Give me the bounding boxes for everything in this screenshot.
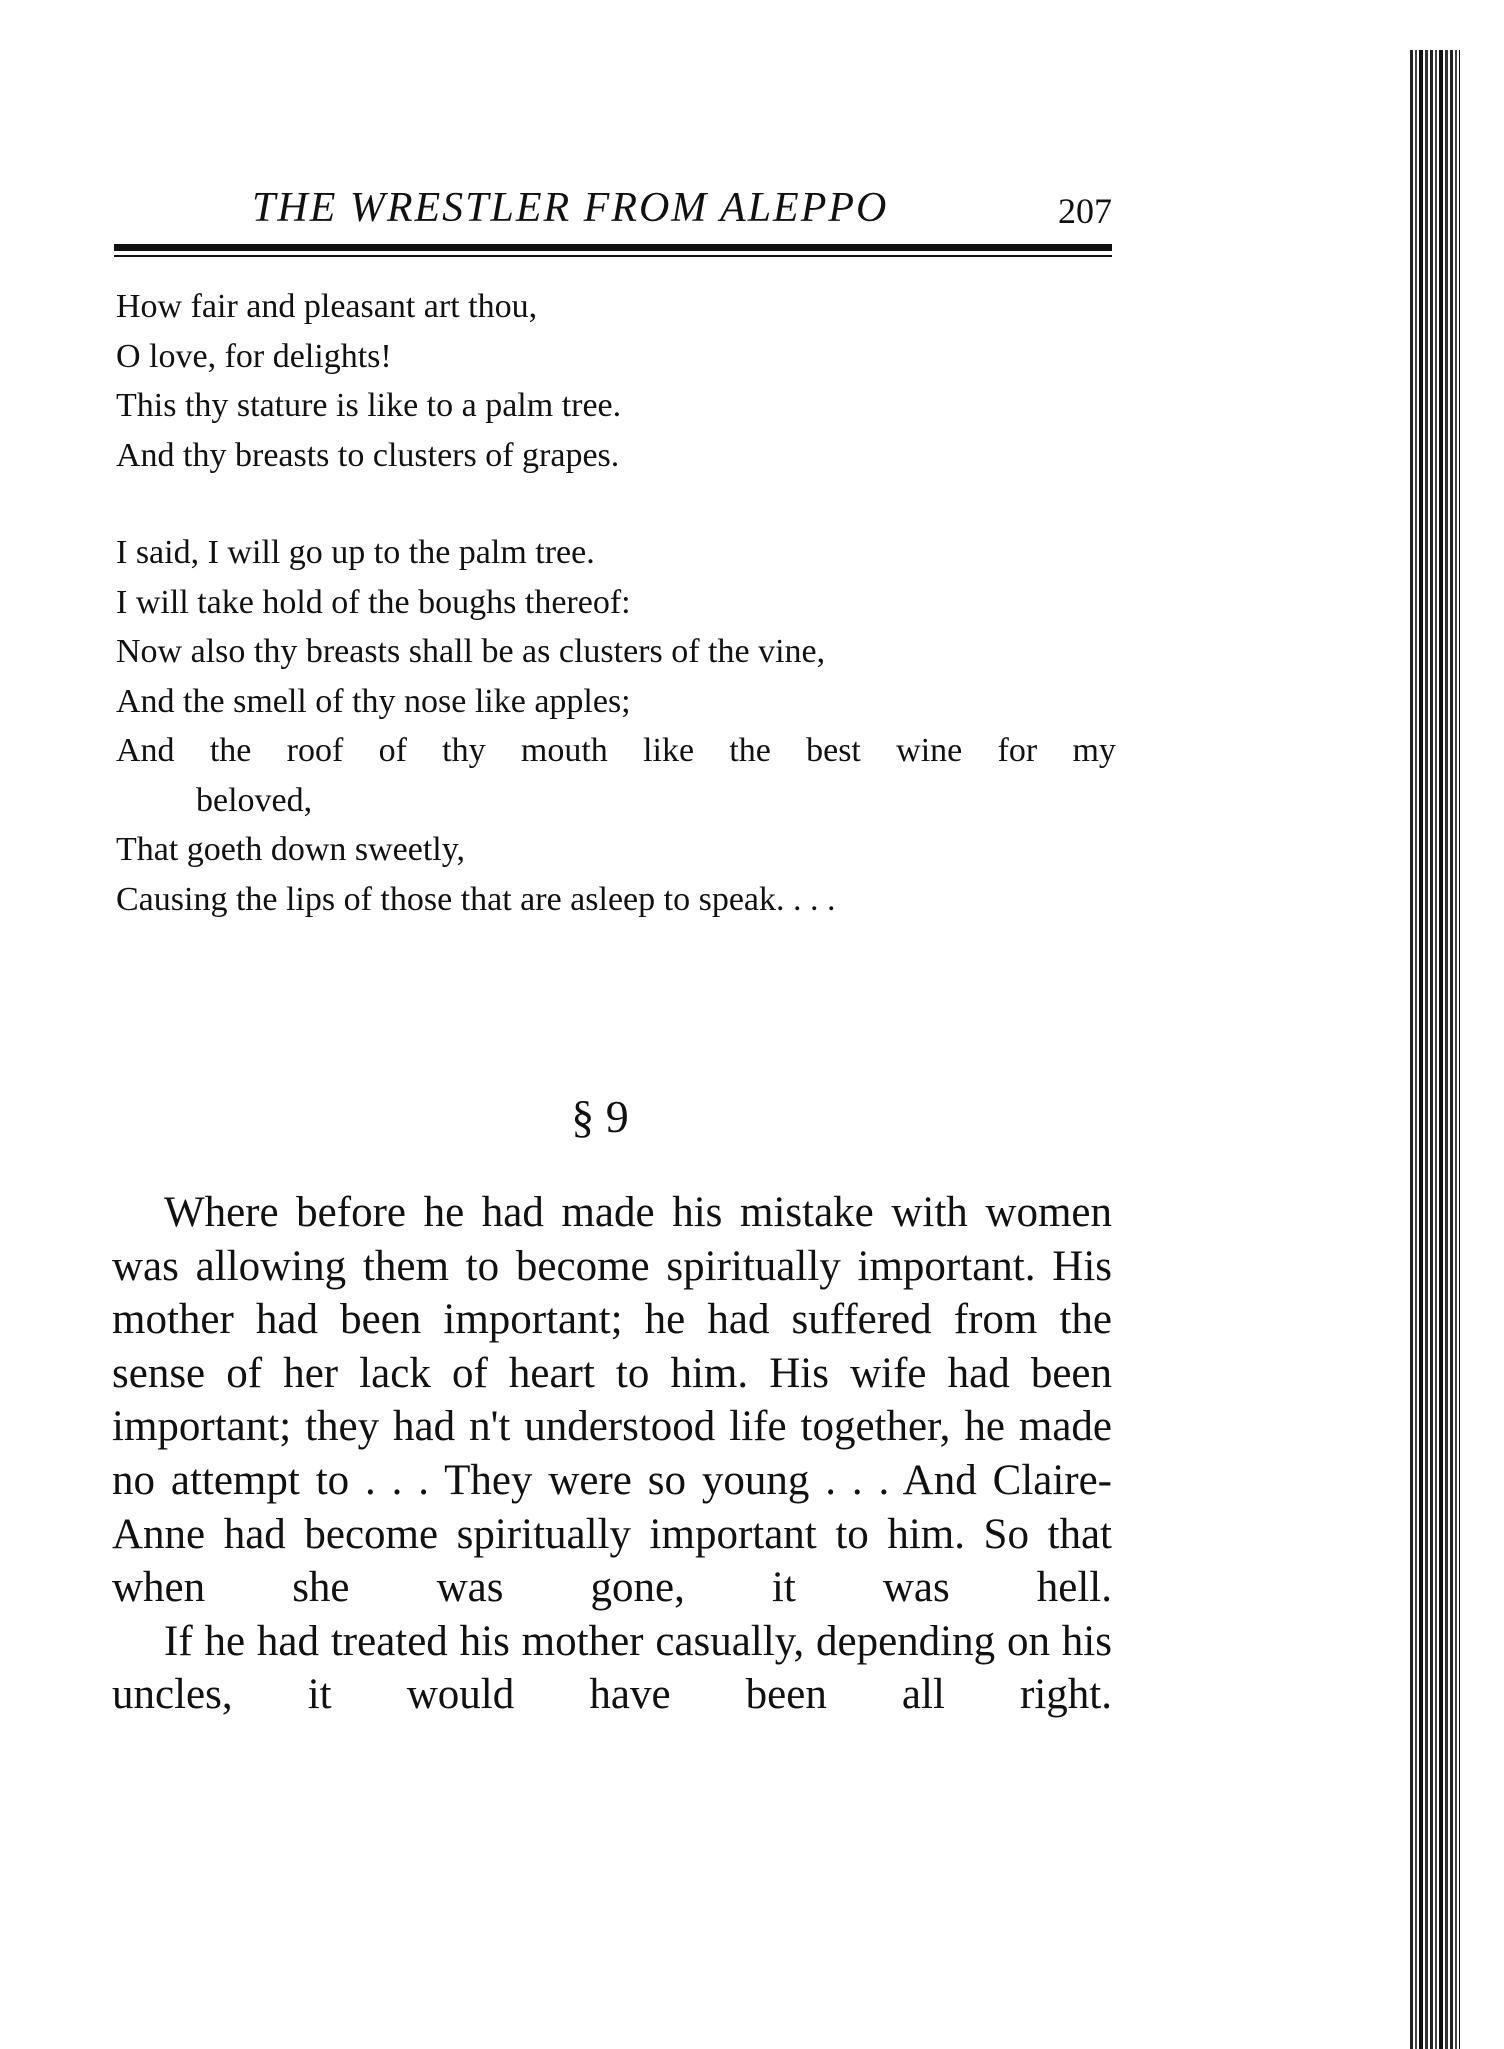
verse-word: of	[378, 732, 407, 769]
verse-line: That goeth down sweetly,	[116, 831, 466, 868]
verse-word: the	[729, 732, 771, 769]
verse-word: roof	[286, 732, 344, 769]
book-gutter-shadow	[1410, 50, 1460, 2049]
verse-line: Causing the lips of those that are asleep to speak. . . .	[116, 880, 836, 918]
verse-line: This thy stature is like to a palm tree.	[116, 387, 622, 424]
running-header	[114, 180, 1112, 240]
verse-word: like	[643, 732, 695, 769]
verse-line-continuation: beloved,	[196, 781, 313, 819]
header-rule-thin	[114, 255, 1112, 257]
verse-word: wine	[896, 732, 963, 769]
page-number: 207	[1058, 191, 1112, 231]
verse-stanza-1	[116, 282, 1116, 480]
verse-line: How fair and pleasant art thou,	[116, 288, 538, 325]
header-rule	[114, 244, 1112, 251]
verse-line: O love, for delights!	[116, 337, 392, 375]
verse-line: I will take hold of the boughs thereof:	[116, 583, 631, 621]
paragraph: If he had treated his mother casually, depending on his uncles, it would have been all right.	[112, 1617, 1112, 1719]
page-margin	[1460, 0, 1504, 2049]
running-title: THE WRESTLER FROM ALEPPO	[252, 185, 889, 231]
verse-word: mouth	[520, 732, 608, 769]
prose-body	[112, 1186, 1112, 1722]
verse-word: best	[806, 732, 861, 769]
verse-word: my	[1072, 732, 1116, 769]
verse-line: And thy breasts to clusters of grapes.	[116, 436, 620, 474]
verse-line: Now also thy breasts shall be as clusters of the vine,	[116, 633, 826, 670]
verse-line: And the smell of thy nose like apples;	[116, 682, 631, 720]
verse-word: thy	[442, 732, 486, 769]
verse-word: the	[209, 732, 252, 769]
paragraph: Where before he had made his mistake with women was allowing them to become spiritually important. His mother had been important; he had suffered from the sense of her lack of heart to him. His wife had been important; they had n't understood life together, he made no attempt to . . . They were so young . . . And Claire-Anne had become spiritually important to him. So that when she was gone, it was hell.	[112, 1189, 1112, 1612]
verse-stanza-2	[116, 528, 1116, 924]
verse-word: And	[116, 732, 175, 769]
verse-line	[116, 726, 1116, 776]
section-heading: § 9	[571, 1091, 629, 1142]
verse-word: for	[997, 732, 1038, 769]
verse-line: I said, I will go up to the palm tree.	[116, 534, 595, 571]
